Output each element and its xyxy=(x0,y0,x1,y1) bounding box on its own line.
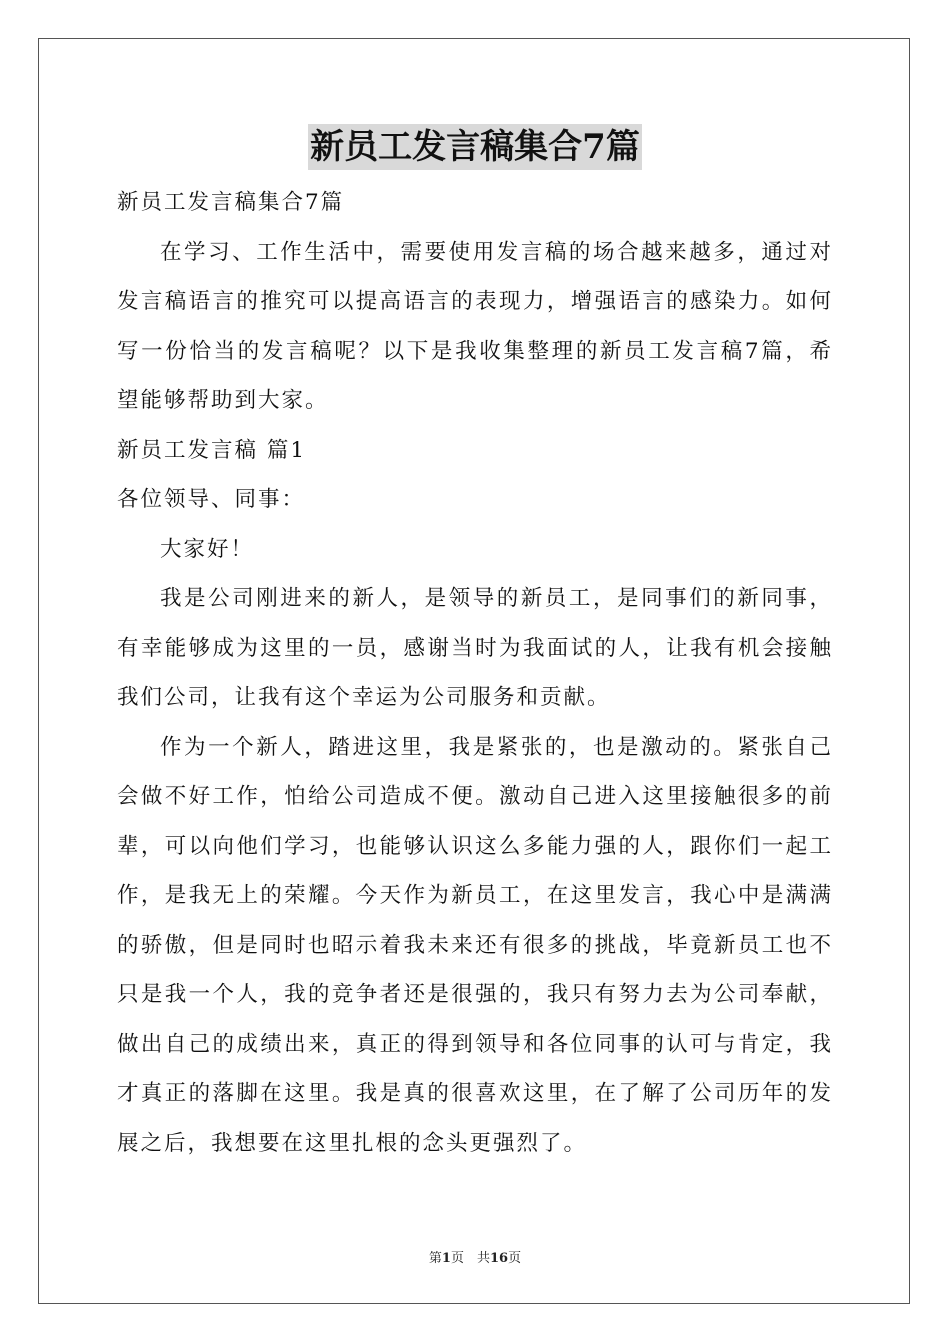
footer-prefix: 第 xyxy=(428,1251,442,1266)
section-heading: 新员工发言稿 篇1 xyxy=(117,437,307,463)
total-page-number: 16 xyxy=(489,1251,509,1266)
title-container xyxy=(0,124,950,170)
footer-mid: 页 共 xyxy=(450,1251,490,1266)
footer-suffix: 页 xyxy=(508,1251,522,1266)
salutation: 各位领导、同事： xyxy=(117,487,306,512)
paragraph: 作为一个新人，踏进这里，我是紧张的，也是激动的。紧张自己会做不好工作，怕给公司造成不便。激动自己进入这里接触很多的前辈，可以向他们学习，也能够认识这么多能力强的人，跟你们一起工作，是我无上的荣耀。今天作为新员工，在这里发言，我心中是满满的骄傲，但是同时也昭示着我未来还有很多的挑战，毕竟新员工也不只是我一个人，我的竞争者还是很强的，我只有努力去为公司奉献，做出自己的成绩出来，真正的得到领导和各位同事的认可与肯定，我才真正的落脚在这里。我是真的很喜欢这里，在了解了公司历年的发展之后，我想要在这里扎根的念头更强烈了。 xyxy=(117,734,833,1156)
current-page-number: 1 xyxy=(441,1251,451,1266)
paragraph: 新员工发言稿集合7篇 xyxy=(117,190,345,215)
paragraph: 在学习、工作生活中，需要使用发言稿的场合越来越多，通过对发言稿语言的推究可以提高语言的表现力，增强语言的感染力。如何写一份恰当的发言稿呢？以下是我收集整理的新员工发言稿7篇，希望能够帮助到大家。 xyxy=(117,239,833,413)
document-title: 新员工发言稿集合7篇 xyxy=(308,124,642,170)
greeting: 大家好！ xyxy=(160,536,255,562)
page-footer xyxy=(0,1247,950,1266)
document-body xyxy=(117,178,833,1168)
paragraph: 我是公司刚进来的新人，是领导的新员工，是同事们的新同事，有幸能够成为这里的一员，感谢当时为我面试的人，让我有机会接触我们公司，让我有这个幸运为公司服务和贡献。 xyxy=(117,586,833,710)
